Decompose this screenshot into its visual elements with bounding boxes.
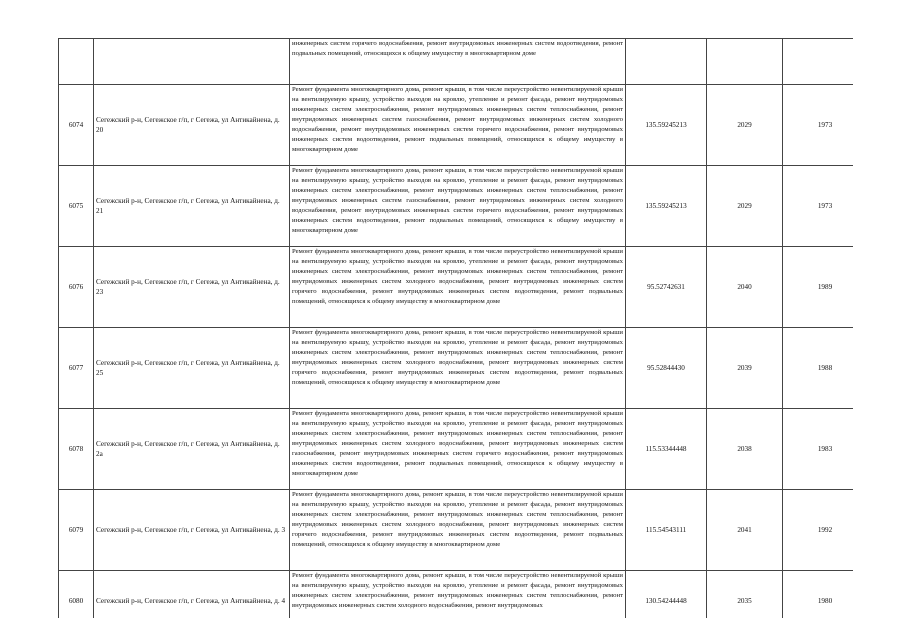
- planned-year-cell: 2038: [707, 409, 783, 490]
- build-year-cell: 1973: [783, 166, 854, 247]
- cost-cell: 135.59245213: [626, 166, 707, 247]
- row-number-cell: 6077: [59, 328, 94, 409]
- planned-year-cell: 2040: [707, 247, 783, 328]
- address-cell: Сегежский р-н, Сегежское г/п, г Сегежа, ул Антикайнена, д. 20: [94, 85, 290, 166]
- planned-year-cell: 2029: [707, 166, 783, 247]
- address-cell: Сегежский р-н, Сегежское г/п, г Сегежа, ул Антикайнена, д. 2а: [94, 409, 290, 490]
- work-description-text: Ремонт фундамента многоквартирного дома, ремонт крыши, в том числе переустройство невентилируемой крыши на вентилируемую крышу, устройство выходов на кровлю, утепление и ремонт фасада, ремонт внутридомовых инженерных систем электроснабжения, ремонт внутридомовых инженерных систем теплоснабжения, ремонт внутридомовых инженерных систем газоснабжения, ремонт внутридомовых инженерных систем холодного водоснабжения, ремонт внутридомовых инженерных систем горячего водоснабжения, ремонт внутридомовых инженерных систем водоотведения, ремонт подвальных помещений, относящихся к общему имуществу в многоквартирном доме: [292, 167, 623, 234]
- row-number-cell: 6080: [59, 571, 94, 619]
- address-cell: Сегежский р-н, Сегежское г/п, г Сегежа, ул Антикайнена, д. 23: [94, 247, 290, 328]
- row-number-cell: 6078: [59, 409, 94, 490]
- work-description-text: Ремонт фундамента многоквартирного дома, ремонт крыши, в том числе переустройство невентилируемой крыши на вентилируемую крышу, устройство выходов на кровлю, утепление и ремонт фасада, ремонт внутридомовых инженерных систем электроснабжения, ремонт внутридомовых инженерных систем теплоснабжения, ремонт внутридомовых инженерных систем холодного водоснабжения, ремонт внутридомовых инженерных систем горячего водоснабжения, ремонт внутридомовых инженерных систем водоотведения, ремонт подвальных помещений, относящихся к общему имуществу в многоквартирном доме: [292, 248, 623, 305]
- work-description-cell: [290, 490, 626, 571]
- table-row: [59, 409, 854, 490]
- row-number-cell: [59, 39, 94, 85]
- build-year-cell: [783, 39, 854, 85]
- work-description-text: Ремонт фундамента многоквартирного дома, ремонт крыши, в том числе переустройство невентилируемой крыши на вентилируемую крышу, устройство выходов на кровлю, утепление и ремонт фасада, ремонт внутридомовых инженерных систем электроснабжения, ремонт внутридомовых инженерных систем теплоснабжения, ремонт внутридомовых инженерных систем холодного водоснабжения, ремонт внутридомовых: [292, 572, 623, 609]
- table-row: [59, 247, 854, 328]
- work-description-cell: [290, 247, 626, 328]
- address-cell: [94, 39, 290, 85]
- cost-cell: 130.54244448: [626, 571, 707, 619]
- table-row: [59, 85, 854, 166]
- table-row: [59, 490, 854, 571]
- cost-cell: [626, 39, 707, 85]
- build-year-cell: 1988: [783, 328, 854, 409]
- work-description-text: Ремонт фундамента многоквартирного дома, ремонт крыши, в том числе переустройство невентилируемой крыши на вентилируемую крышу, устройство выходов на кровлю, утепление и ремонт фасада, ремонт внутридомовых инженерных систем электроснабжения, ремонт внутридомовых инженерных систем теплоснабжения, ремонт внутридомовых инженерных систем газоснабжения, ремонт внутридомовых инженерных систем холодного водоснабжения, ремонт внутридомовых инженерных систем горячего водоснабжения, ремонт внутридомовых инженерных систем водоотведения, ремонт подвальных помещений, относящихся к общему имуществу в многоквартирном доме: [292, 86, 623, 153]
- build-year-cell: 1980: [783, 571, 854, 619]
- row-number-cell: 6076: [59, 247, 94, 328]
- cost-cell: 115.53344448: [626, 409, 707, 490]
- row-number-cell: 6079: [59, 490, 94, 571]
- work-description-cell: [290, 409, 626, 490]
- table-row: [59, 39, 854, 85]
- cost-cell: 95.52844430: [626, 328, 707, 409]
- row-number-cell: 6075: [59, 166, 94, 247]
- table-row: [59, 571, 854, 619]
- work-description-text: Ремонт фундамента многоквартирного дома, ремонт крыши, в том числе переустройство невентилируемой крыши на вентилируемую крышу, устройство выходов на кровлю, утепление и ремонт фасада, ремонт внутридомовых инженерных систем электроснабжения, ремонт внутридомовых инженерных систем теплоснабжения, ремонт внутридомовых инженерных систем холодного водоснабжения, ремонт внутридомовых инженерных систем горячего водоснабжения, ремонт внутридомовых инженерных систем водоотведения, ремонт подвальных помещений, относящихся к общему имуществу в многоквартирном доме: [292, 491, 623, 548]
- build-year-cell: 1989: [783, 247, 854, 328]
- address-cell: Сегежский р-н, Сегежское г/п, г Сегежа, ул Антикайнена, д. 3: [94, 490, 290, 571]
- row-number-cell: 6074: [59, 85, 94, 166]
- build-year-cell: 1992: [783, 490, 854, 571]
- address-cell: Сегежский р-н, Сегежское г/п, г Сегежа, ул Антикайнена, д. 4: [94, 571, 290, 619]
- build-year-cell: 1983: [783, 409, 854, 490]
- work-description-text: инженерных систем горячего водоснабжения, ремонт внутридомовых инженерных систем водоотведения, ремонт подвальных помещений, относящихся к общему имуществу в многоквартирном доме: [292, 40, 623, 57]
- capital-repair-table: [58, 38, 853, 618]
- work-description-text: Ремонт фундамента многоквартирного дома, ремонт крыши, в том числе переустройство невентилируемой крыши на вентилируемую крышу, устройство выходов на кровлю, утепление и ремонт фасада, ремонт внутридомовых инженерных систем электроснабжения, ремонт внутридомовых инженерных систем теплоснабжения, ремонт внутридомовых инженерных систем холодного водоснабжения, ремонт внутридомовых инженерных систем газоснабжения, ремонт внутридомовых инженерных систем горячего водоснабжения, ремонт внутридомовых инженерных систем водоотведения, ремонт подвальных помещений, относящихся к общему имуществу в многоквартирном доме: [292, 410, 623, 477]
- planned-year-cell: 2039: [707, 328, 783, 409]
- work-description-cell: [290, 328, 626, 409]
- cost-cell: 95.52742631: [626, 247, 707, 328]
- document-table-region: [58, 38, 853, 618]
- work-description-cell: [290, 39, 626, 85]
- work-description-cell: [290, 166, 626, 247]
- planned-year-cell: 2029: [707, 85, 783, 166]
- work-description-cell: [290, 571, 626, 619]
- address-cell: Сегежский р-н, Сегежское г/п, г Сегежа, ул Антикайнена, д. 21: [94, 166, 290, 247]
- planned-year-cell: 2035: [707, 571, 783, 619]
- cost-cell: 115.54543111: [626, 490, 707, 571]
- table-row: [59, 166, 854, 247]
- cost-cell: 135.59245213: [626, 85, 707, 166]
- table-row: [59, 328, 854, 409]
- address-cell: Сегежский р-н, Сегежское г/п, г Сегежа, ул Антикайнена, д. 25: [94, 328, 290, 409]
- build-year-cell: 1973: [783, 85, 854, 166]
- planned-year-cell: 2041: [707, 490, 783, 571]
- planned-year-cell: [707, 39, 783, 85]
- work-description-cell: [290, 85, 626, 166]
- work-description-text: Ремонт фундамента многоквартирного дома, ремонт крыши, в том числе переустройство невентилируемой крыши на вентилируемую крышу, устройство выходов на кровлю, утепление и ремонт фасада, ремонт внутридомовых инженерных систем электроснабжения, ремонт внутридомовых инженерных систем теплоснабжения, ремонт внутридомовых инженерных систем холодного водоснабжения, ремонт внутридомовых инженерных систем горячего водоснабжения, ремонт внутридомовых инженерных систем водоотведения, ремонт подвальных помещений, относящихся к общему имуществу в многоквартирном доме: [292, 329, 623, 386]
